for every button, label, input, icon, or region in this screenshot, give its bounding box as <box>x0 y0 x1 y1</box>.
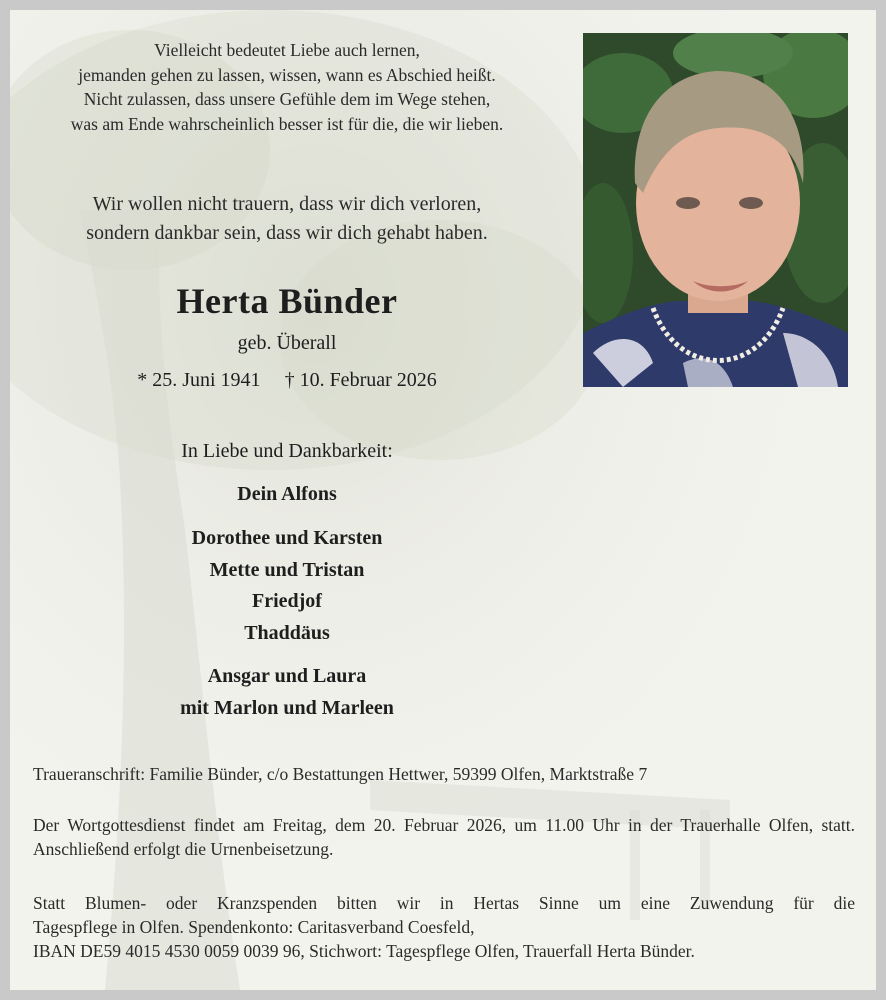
birth-name: geb. Überall <box>237 332 337 354</box>
family-member: Thaddäus <box>244 621 330 644</box>
poem-line: Nicht zulassen, dass unsere Gefühle dem im Wege stehen, <box>83 89 491 109</box>
birth-date: * 25. Juni 1941 <box>137 369 261 391</box>
poem-line: jemanden gehen zu lassen, wissen, wann es Abschied heißt. <box>78 64 496 85</box>
portrait-photo <box>583 33 848 387</box>
family-member: Dein Alfons <box>237 483 337 505</box>
quote-line: sondern dankbar sein, dass wir dich gehabt haben. <box>86 222 488 244</box>
obituary-card <box>10 10 876 990</box>
mourning-address: Traueranschrift: Familie Bünder, c/o Bestattungen Hettwer, 59399 Olfen, Marktstraße 7 <box>33 764 648 784</box>
family-group-spouse <box>22 479 552 511</box>
quote <box>22 190 552 248</box>
family-member: Dorothee und Karsten <box>191 527 383 549</box>
life-dates <box>22 369 552 392</box>
poem-line: was am Ende wahrscheinlich besser ist für die, die wir lieben. <box>70 113 504 134</box>
family-member: mit Marlon und Marleen <box>180 696 394 719</box>
family-member: Mette und Tristan <box>209 558 365 581</box>
deceased-name: Herta Bünder <box>176 281 398 321</box>
quote-line: Wir wollen nicht trauern, dass wir dich verloren, <box>92 193 482 215</box>
donation-line: Statt Blumen- oder Kranzspenden bitten wir in Hertas Sinne um eine Zuwendung für die <box>33 893 855 913</box>
family-member: Ansgar und Laura <box>207 665 367 687</box>
donation-notice <box>33 891 855 963</box>
donation-line: Tagespflege in Olfen. Spendenkonto: Caritasverband Coesfeld, <box>33 917 475 937</box>
family-intro: In Liebe und Dankbarkeit: <box>181 440 393 462</box>
service-notice: Der Wortgottesdienst findet am Freitag, dem 20. Februar 2026, um 11.00 Uhr in der Trauerhalle Olfen, statt. Anschließend erfolgt die Urnenbeisetzung. <box>33 815 855 859</box>
poem <box>22 38 552 136</box>
family-group-grandchildren <box>22 661 552 724</box>
death-date: † 10. Februar 2026 <box>284 369 437 391</box>
family-group-children <box>22 523 552 649</box>
donation-line: IBAN DE59 4015 4530 0059 0039 96, Stichwort: Tagespflege Olfen, Trauerfall Herta Bünder. <box>33 941 695 961</box>
family-member: Friedjof <box>252 590 322 612</box>
poem-line: Vielleicht bedeutet Liebe auch lernen, <box>154 40 420 60</box>
